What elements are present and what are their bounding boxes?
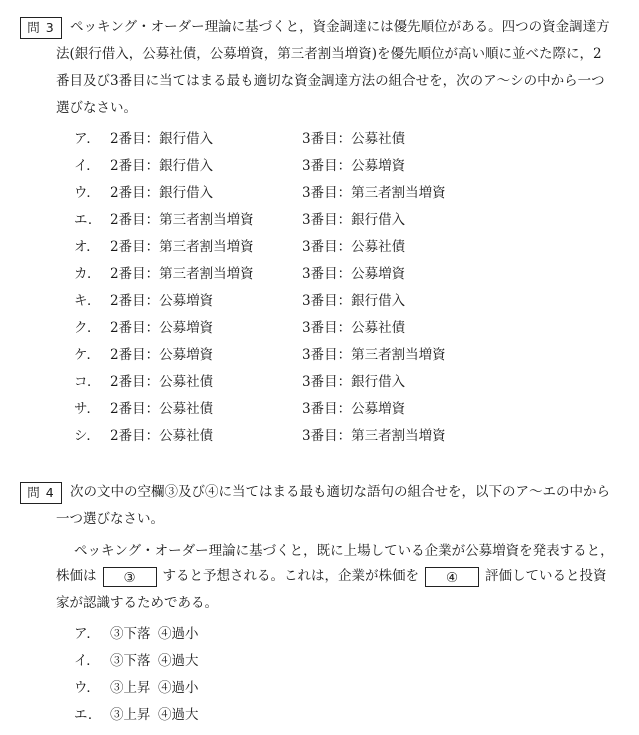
option-key: キ． [74, 293, 101, 309]
option-third: 3番目：公募増資 [302, 401, 406, 417]
option-key: ア． [74, 626, 100, 642]
option-second: 2番目：公募増資 [110, 347, 214, 363]
option-third: 3番目：公募増資 [302, 266, 406, 282]
option-second: 2番目：第三者割当増資 [110, 212, 254, 228]
question-4-text-line-2: 一つ選びなさい。 [56, 511, 164, 527]
question-3-text-line-1: ペッキング・オーダー理論に基づくと，資金調達には優先順位がある。四つの資金調達方 [70, 19, 610, 35]
option-u [74, 183, 446, 203]
option-shi [74, 426, 446, 446]
paragraph-text: すると予想される。これは，企業が株価を [162, 568, 419, 584]
option-key: ウ． [74, 680, 100, 696]
question-3-text-line-2: 法(銀行借入，公募社債，公募増資，第三者割当増資)を優先順位が高い順に並べた際に，2 [56, 46, 602, 62]
paragraph-text: 評価していると投資 [485, 568, 607, 584]
option-e [74, 705, 199, 725]
question-4-label: 問 4 [20, 482, 62, 504]
option-third: 3番目：銀行借入 [302, 212, 406, 228]
question-3-text-line-3: 番目及び3番目に当てはまる最も適切な資金調達方法の組合せを，次のア～シの中から一つ [56, 73, 605, 89]
option-second: 2番目：第三者割当増資 [110, 239, 254, 255]
option-ka [74, 264, 405, 284]
option-second: 2番目：公募増資 [110, 320, 214, 336]
option-second: 2番目：公募増資 [110, 293, 214, 309]
option-third: 3番目：第三者割当増資 [302, 185, 446, 201]
option-key: ケ． [74, 347, 101, 363]
option-second: 2番目：公募社債 [110, 374, 214, 390]
option-key: カ． [74, 266, 101, 282]
option-second: 2番目：公募社債 [110, 428, 214, 444]
option-sa [74, 399, 405, 419]
option-key: シ． [74, 428, 100, 444]
option-u [74, 678, 199, 698]
option-blank-4: ④過小 [158, 626, 199, 642]
option-third: 3番目：銀行借入 [302, 293, 406, 309]
option-key: イ． [74, 158, 100, 174]
option-ko [74, 372, 405, 392]
question-4-paragraph-line-2 [56, 566, 607, 586]
option-blank-4: ④過小 [158, 680, 199, 696]
question-4-paragraph-line-1: ペッキング・オーダー理論に基づくと，既に上場している企業が公募増資を発表すると， [74, 543, 614, 559]
option-second: 2番目：銀行借入 [110, 185, 214, 201]
option-key: ウ． [74, 185, 100, 201]
option-second: 2番目：第三者割当増資 [110, 266, 254, 282]
option-a [74, 624, 199, 644]
question-4-paragraph-line-3: 家が認識するためである。 [56, 595, 218, 611]
option-o [74, 237, 405, 257]
option-blank-3: ③上昇 [110, 680, 151, 696]
option-third: 3番目：第三者割当増資 [302, 428, 446, 444]
option-blank-4: ④過大 [158, 653, 199, 669]
option-third: 3番目：公募増資 [302, 158, 406, 174]
option-third: 3番目：公募社債 [302, 320, 406, 336]
option-blank-3: ③下落 [110, 653, 151, 669]
blank-4-box: ④ [425, 567, 479, 587]
option-blank-3: ③上昇 [110, 707, 151, 723]
option-blank-4: ④過大 [158, 707, 199, 723]
option-ke [74, 345, 446, 365]
option-key: オ． [74, 239, 100, 255]
option-key: サ． [74, 401, 101, 417]
option-second: 2番目：公募社債 [110, 401, 214, 417]
option-key: イ． [74, 653, 100, 669]
option-third: 3番目：公募社債 [302, 131, 406, 147]
option-third: 3番目：公募社債 [302, 239, 406, 255]
option-ku [74, 318, 405, 338]
option-a [74, 129, 405, 149]
question-4-text-line-1: 次の文中の空欄③及び④に当てはまる最も適切な語句の組合せを，以下のア～エの中から [70, 484, 610, 500]
option-key: エ． [74, 212, 102, 228]
blank-3-box: ③ [103, 567, 157, 587]
option-e [74, 210, 405, 230]
option-second: 2番目：銀行借入 [110, 158, 214, 174]
option-key: ク． [74, 320, 101, 336]
option-key: コ． [74, 374, 101, 390]
question-3-text-line-4: 選びなさい。 [56, 100, 137, 116]
option-third: 3番目：銀行借入 [302, 374, 406, 390]
option-key: エ． [74, 707, 102, 723]
option-third: 3番目：第三者割当増資 [302, 347, 446, 363]
option-i [74, 156, 405, 176]
option-key: ア． [74, 131, 100, 147]
question-3-label: 問 3 [20, 17, 62, 39]
option-blank-3: ③下落 [110, 626, 151, 642]
paragraph-text: 株価は [56, 568, 97, 584]
option-i [74, 651, 199, 671]
option-ki [74, 291, 405, 311]
option-second: 2番目：銀行借入 [110, 131, 214, 147]
